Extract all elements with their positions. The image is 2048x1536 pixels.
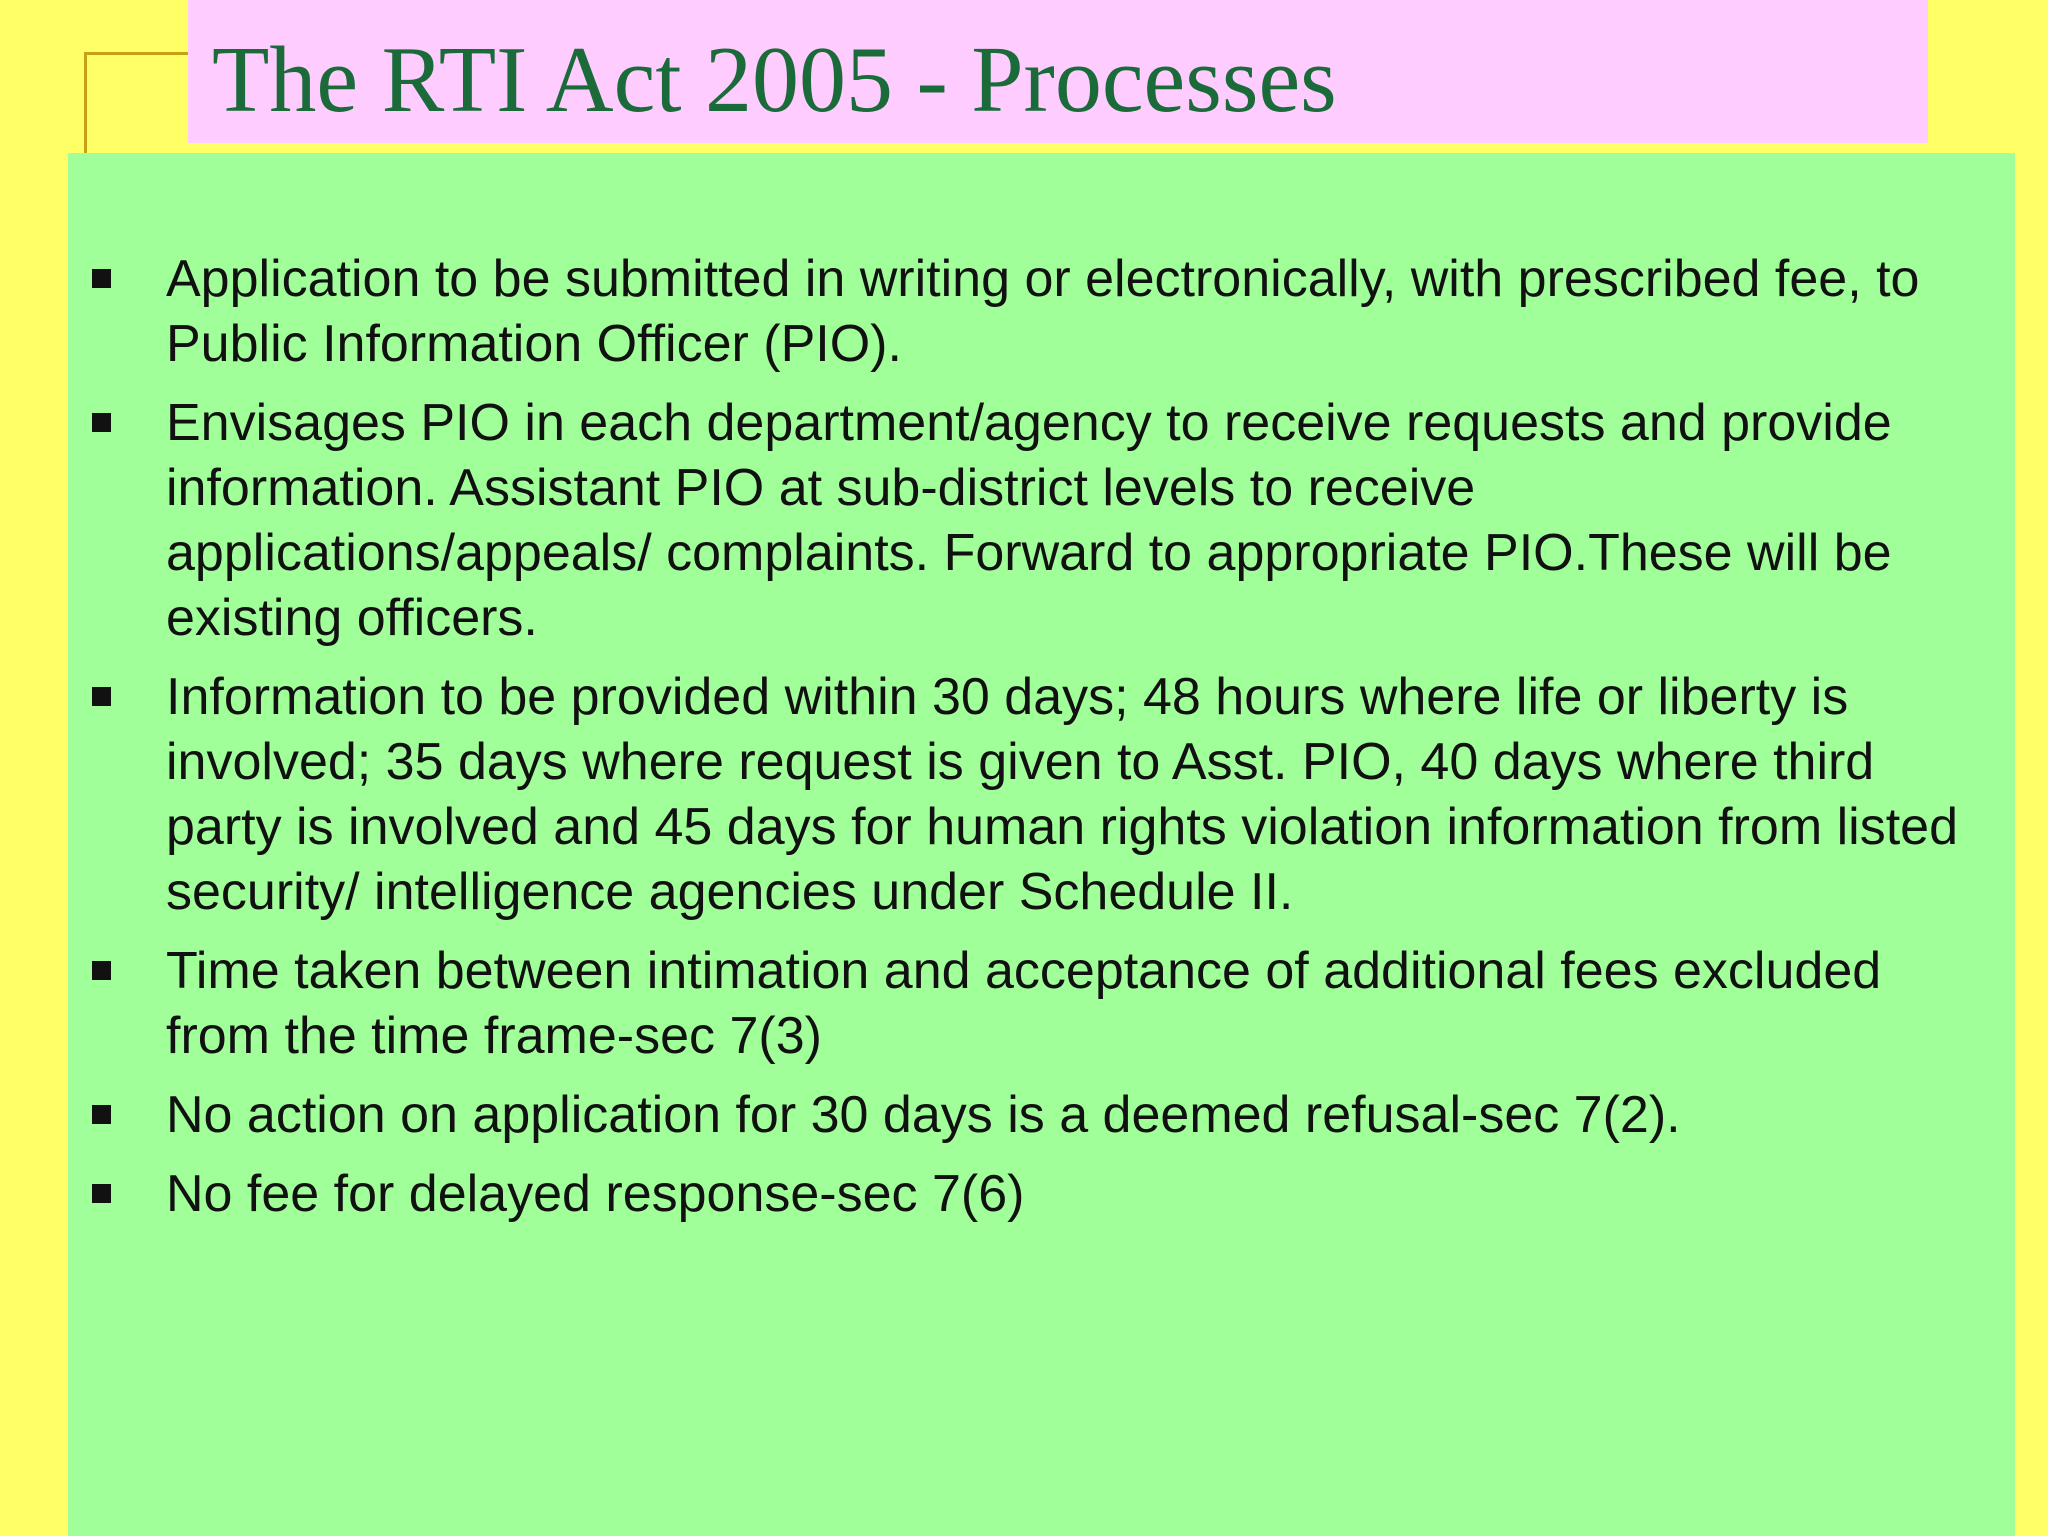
bullet-text: Envisages PIO in each department/agency to receive requests and provide information. Assistant PIO at sub-district levels to receive applications/appeals/ complaints. Forward to appropriate PIO.These will be existing officers.	[166, 394, 1892, 647]
square-bullet-icon	[92, 1105, 111, 1124]
square-bullet-icon	[92, 1184, 111, 1203]
square-bullet-icon	[92, 687, 111, 706]
list-item	[68, 247, 2015, 377]
square-bullet-icon	[92, 961, 111, 980]
title-accent-line-horizontal	[84, 52, 194, 55]
list-item	[68, 665, 2015, 925]
square-bullet-icon	[92, 269, 111, 288]
bullet-text: No action on application for 30 days is a deemed refusal-sec 7(2).	[166, 1086, 1681, 1144]
title-banner	[188, 0, 1928, 143]
list-item	[68, 391, 2015, 651]
title-accent-line-vertical	[84, 52, 87, 158]
bullet-text: Information to be provided within 30 days; 48 hours where life or liberty is involved; 35 days where request is given to Asst. PIO, 40 days where third party is involved and 45 days for human rights violation information from listed security/ intelligence agencies under Schedule II.	[166, 668, 1958, 921]
bullet-text: No fee for delayed response-sec 7(6)	[166, 1165, 1025, 1223]
bullet-text: Time taken between intimation and acceptance of additional fees excluded from the time frame-sec 7(3)	[166, 942, 1882, 1065]
list-item	[68, 1162, 2015, 1227]
list-item	[68, 1083, 2015, 1148]
bullet-text: Application to be submitted in writing or electronically, with prescribed fee, to Public Information Officer (PIO).	[166, 250, 1920, 373]
square-bullet-icon	[92, 413, 111, 432]
slide-title: The RTI Act 2005 - Processes	[212, 28, 1337, 132]
list-item	[68, 939, 2015, 1069]
bullet-list	[68, 247, 2015, 1241]
content-panel	[68, 153, 2015, 1536]
